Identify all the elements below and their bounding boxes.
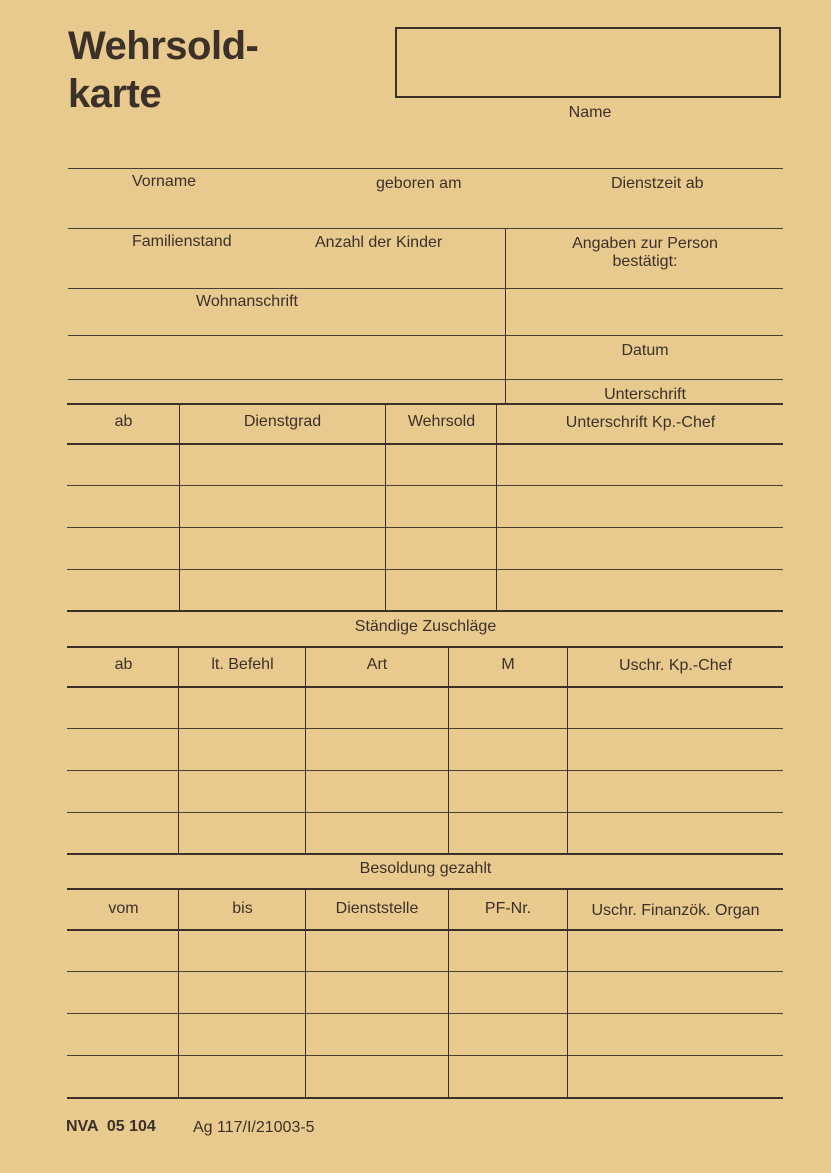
table2-col-m: M bbox=[501, 656, 515, 673]
table1-col-wehrsold: Wehrsold bbox=[407, 413, 476, 430]
rule-personal-4 bbox=[68, 335, 783, 336]
table2-title: Ständige Zuschläge bbox=[354, 618, 497, 635]
table1-row-rule-1 bbox=[67, 485, 783, 486]
table2-top-rule bbox=[67, 646, 783, 648]
rule-personal-5 bbox=[68, 379, 783, 380]
table2-col-ab: ab bbox=[114, 656, 133, 673]
table3-col-pf-nr: PF-Nr. bbox=[484, 900, 532, 917]
table3-col-bis: bis bbox=[232, 900, 253, 917]
angaben-line-1: Angaben zur Person bbox=[572, 235, 718, 252]
table3-row-rule-1 bbox=[67, 971, 783, 972]
rule-personal-2 bbox=[68, 228, 783, 229]
name-box[interactable] bbox=[395, 27, 781, 98]
table3-col-dienststelle: Dienststelle bbox=[335, 900, 419, 917]
form-reference: Ag 117/I/21003-5 bbox=[193, 1119, 315, 1136]
table3-vline-1 bbox=[178, 889, 179, 1097]
table3-vline-3 bbox=[448, 889, 449, 1097]
table2-row-rule-3 bbox=[67, 812, 783, 813]
name-label: Name bbox=[568, 104, 612, 121]
table2-row-rule-2 bbox=[67, 770, 783, 771]
angaben-line-2: bestätigt: bbox=[612, 253, 678, 270]
table3-row-rule-2 bbox=[67, 1013, 783, 1014]
table3-vline-2 bbox=[305, 889, 306, 1097]
table2-header-rule bbox=[67, 686, 783, 688]
label-unterschrift: Unterschrift bbox=[604, 386, 686, 403]
label-familienstand: Familienstand bbox=[132, 233, 232, 250]
label-datum: Datum bbox=[621, 342, 669, 359]
rule-personal-3 bbox=[68, 288, 783, 289]
card-title bbox=[68, 22, 258, 118]
table3-col-vom: vom bbox=[108, 900, 139, 917]
table1-vline-2 bbox=[385, 404, 386, 610]
rule-top bbox=[68, 168, 783, 169]
table3-row-rule-3 bbox=[67, 1055, 783, 1056]
table2-vline-3 bbox=[448, 647, 449, 853]
table2-col-uschr: Uschr. Kp.-Chef bbox=[619, 657, 732, 674]
table1-bottom-rule bbox=[67, 610, 783, 612]
label-anzahl-kinder: Anzahl der Kinder bbox=[315, 234, 443, 251]
table1-col-ab: ab bbox=[114, 413, 133, 430]
table3-bottom-rule bbox=[67, 1097, 783, 1099]
table2-bottom-rule bbox=[67, 853, 783, 855]
table3-col-uschr: Uschr. Finanzök. Organ bbox=[591, 902, 760, 919]
table2-col-lt-befehl: lt. Befehl bbox=[211, 656, 274, 673]
title-line-2: karte bbox=[68, 72, 162, 116]
divider-personal-vertical bbox=[505, 229, 506, 403]
title-line-1: Wehrsold- bbox=[68, 24, 259, 68]
table1-vline-1 bbox=[179, 404, 180, 610]
table1-col-unterschrift: Unterschrift Kp.-Chef bbox=[565, 414, 716, 431]
table3-vline-4 bbox=[567, 889, 568, 1097]
form-code: NVA 05 104 bbox=[66, 1118, 156, 1135]
table2-vline-2 bbox=[305, 647, 306, 853]
label-wohnanschrift: Wohnanschrift bbox=[196, 293, 298, 310]
table3-top-rule bbox=[67, 888, 783, 890]
table3-title: Besoldung gezahlt bbox=[359, 860, 492, 877]
label-vorname: Vorname bbox=[132, 173, 197, 190]
table1-col-dienstgrad: Dienstgrad bbox=[243, 413, 322, 430]
table1-vline-3 bbox=[496, 404, 497, 610]
label-geboren-am: geboren am bbox=[376, 175, 462, 192]
label-dienstzeit-ab: Dienstzeit ab bbox=[611, 175, 704, 192]
table2-vline-1 bbox=[178, 647, 179, 853]
table1-header-rule bbox=[67, 443, 783, 445]
table2-row-rule-1 bbox=[67, 728, 783, 729]
table1-row-rule-3 bbox=[67, 569, 783, 570]
table1-top-rule bbox=[67, 403, 783, 405]
table2-vline-4 bbox=[567, 647, 568, 853]
table3-header-rule bbox=[67, 929, 783, 931]
table1-row-rule-2 bbox=[67, 527, 783, 528]
label-angaben-zur-person bbox=[540, 235, 750, 271]
table2-col-art: Art bbox=[366, 656, 388, 673]
